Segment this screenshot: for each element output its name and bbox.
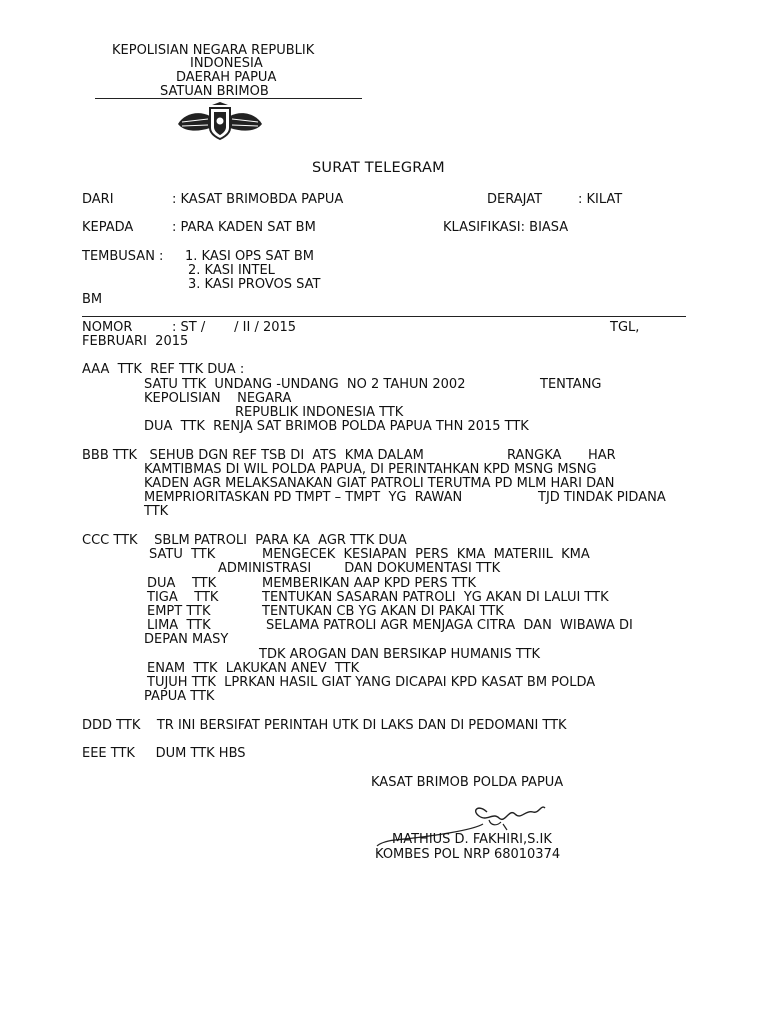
ccc-item-label: EMPT TTK bbox=[147, 604, 211, 619]
letterhead-line-2: INDONESIA bbox=[190, 56, 263, 71]
ccc-item-text: MEMBERIKAN AAP KPD PERS TTK bbox=[262, 576, 476, 591]
signatory-rank: KOMBES POL NRP 68010374 bbox=[375, 847, 561, 862]
ccc-heading: CCC TTK SBLM PATROLI PARA KA AGR TTK DUA bbox=[82, 533, 407, 548]
nomor-value: : ST / / II / 2015 bbox=[172, 320, 297, 335]
bbb-line-1: KAMTIBMAS DI WIL POLDA PAPUA, DI PERINTAHKAN KPD MSNG MSNG bbox=[144, 462, 597, 477]
eee-line: EEE TTK DUM TTK HBS bbox=[82, 746, 246, 761]
ccc-item-label: TIGA TTK bbox=[147, 590, 219, 605]
ccc-item-label: DEPAN MASY bbox=[144, 632, 229, 647]
bbb-heading-b: RANGKA bbox=[507, 448, 562, 463]
klasifikasi: KLASIFIKASI: BIASA bbox=[443, 220, 569, 235]
bbb-heading-c: HAR bbox=[588, 448, 616, 463]
tembusan-item-3: 3. KASI PROVOS SAT bbox=[188, 277, 321, 292]
kepada-label: KEPADA bbox=[82, 220, 134, 235]
nomor-label: NOMOR bbox=[82, 320, 133, 335]
kepada-value: : PARA KADEN SAT BM bbox=[172, 220, 316, 235]
ccc-item-text: MENGECEK KESIAPAN PERS KMA MATERIIL KMA bbox=[262, 547, 590, 562]
ccc-item-text: TENTUKAN CB YG AKAN DI PAKAI TTK bbox=[262, 604, 504, 619]
ccc-item-text: ADMINISTRASI DAN DOKUMENTASI TTK bbox=[218, 561, 501, 576]
bbb-line-2: KADEN AGR MELAKSANAKAN GIAT PATROLI TERUTMA PD MLM HARI DAN bbox=[144, 476, 615, 491]
header-divider bbox=[82, 316, 686, 317]
tembusan-item-2: 2. KASI INTEL bbox=[188, 263, 275, 278]
derajat-label: DERAJAT bbox=[487, 192, 543, 207]
ccc-item-label: SATU TTK bbox=[149, 547, 216, 562]
ddd-line: DDD TTK TR INI BERSIFAT PERINTAH UTK DI LAKS DAN DI PEDOMANI TTK bbox=[82, 718, 567, 733]
aaa-heading: AAA TTK REF TTK DUA : bbox=[82, 362, 245, 377]
signatory-name: MATHIUS D. FAKHIRI,S.IK bbox=[392, 832, 552, 847]
aaa-line-1: SATU TTK UNDANG -UNDANG NO 2 TAHUN 2002 bbox=[144, 377, 466, 392]
ccc-item-text: TENTUKAN SASARAN PATROLI YG AKAN DI LALUI TTK bbox=[262, 590, 609, 605]
aaa-line-4: DUA TTK RENJA SAT BRIMOB POLDA PAPUA THN 2015 TTK bbox=[144, 419, 529, 434]
aaa-line-3: REPUBLIK INDONESIA TTK bbox=[235, 405, 404, 420]
bbb-line-4: TTK bbox=[144, 504, 169, 519]
bbb-heading: BBB TTK SEHUB DGN REF TSB DI ATS KMA DALAM bbox=[82, 448, 424, 463]
derajat-value: : KILAT bbox=[578, 192, 623, 207]
ccc-item-text: SELAMA PATROLI AGR MENJAGA CITRA DAN WIBAWA DI bbox=[266, 618, 633, 633]
tembusan-item-1: 1. KASI OPS SAT BM bbox=[185, 249, 314, 264]
aaa-line-1b: TENTANG bbox=[540, 377, 602, 392]
dari-label: DARI bbox=[82, 192, 114, 207]
signatory-position: KASAT BRIMOB POLDA PAPUA bbox=[371, 775, 564, 790]
letterhead-line-1: KEPOLISIAN NEGARA REPUBLIK bbox=[112, 43, 315, 58]
document-title: SURAT TELEGRAM bbox=[312, 160, 445, 176]
letterhead-line-3: DAERAH PAPUA bbox=[176, 70, 277, 85]
ccc-item-text: TDK AROGAN DAN BERSIKAP HUMANIS TTK bbox=[259, 647, 541, 662]
ccc-item-label: PAPUA TTK bbox=[144, 689, 215, 704]
tembusan-item-3-wrap: BM bbox=[82, 292, 103, 307]
dari-value: : KASAT BRIMOBDA PAPUA bbox=[172, 192, 344, 207]
aaa-line-2: KEPOLISIAN NEGARA bbox=[144, 391, 292, 406]
ccc-item-label: TUJUH TTK LPRKAN HASIL GIAT YANG DICAPAI KPD KASAT BM POLDA bbox=[147, 675, 596, 690]
police-emblem-icon bbox=[170, 102, 270, 142]
bbb-line-3b: TJD TINDAK PIDANA bbox=[538, 490, 666, 505]
ccc-item-label: LIMA TTK bbox=[147, 618, 211, 633]
ccc-item-label: ENAM TTK LAKUKAN ANEV TTK bbox=[147, 661, 360, 676]
letterhead-line-4: SATUAN BRIMOB bbox=[160, 84, 269, 99]
ccc-item-label: DUA TTK bbox=[147, 576, 217, 591]
tgl-label: TGL, bbox=[610, 320, 640, 335]
letterhead-underline bbox=[95, 98, 362, 99]
tembusan-label: TEMBUSAN : bbox=[82, 249, 164, 264]
bbb-line-3: MEMPRIORITASKAN PD TMPT – TMPT YG RAWAN bbox=[144, 490, 463, 505]
nomor-date: FEBRUARI 2015 bbox=[82, 334, 189, 349]
